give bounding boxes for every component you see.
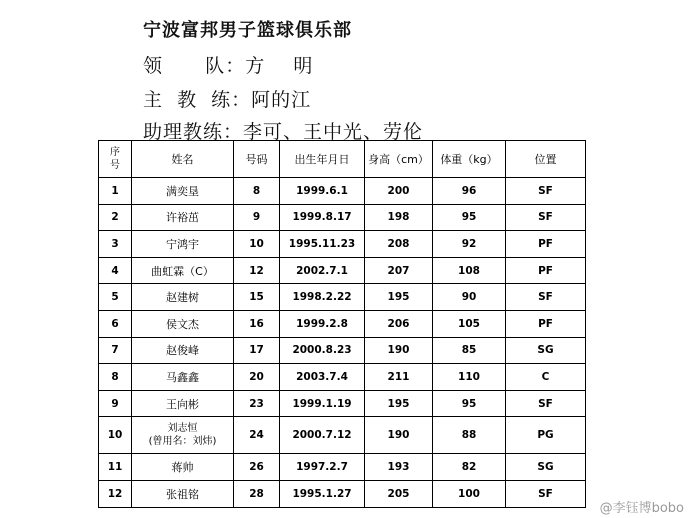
cell-height: 206 (365, 310, 433, 337)
cell-birthdate: 1999.2.8 (280, 310, 365, 337)
table-row (99, 390, 586, 417)
table-row (99, 231, 586, 258)
cell-weight: 82 (433, 454, 506, 481)
column-header-index-char: 号 (110, 160, 120, 171)
table-row (99, 364, 586, 391)
cell-index: 9 (99, 390, 132, 417)
cell-position: SF (506, 204, 586, 231)
cell-index: 10 (99, 417, 132, 454)
head-coach-line: 主 教 练：阿的江 (143, 89, 312, 111)
cell-number: 26 (234, 454, 280, 481)
table-header-row (99, 141, 586, 178)
column-header-position: 位置 (506, 141, 586, 178)
cell-position: PG (506, 417, 586, 454)
cell-name: 马鑫鑫 (132, 364, 234, 391)
cell-height: 190 (365, 417, 433, 454)
cell-birthdate: 2000.8.23 (280, 337, 365, 364)
cell-number: 17 (234, 337, 280, 364)
cell-position: PF (506, 310, 586, 337)
cell-weight: 88 (433, 417, 506, 454)
table-row (99, 480, 586, 507)
cell-index: 4 (99, 257, 132, 284)
column-header-weight: 体重（kg） (433, 141, 506, 178)
cell-number: 9 (234, 204, 280, 231)
column-header-birthdate: 出生年月日 (280, 141, 365, 178)
page-title: 宁波富邦男子篮球俱乐部 (143, 20, 352, 41)
cell-weight: 110 (433, 364, 506, 391)
cell-index: 11 (99, 454, 132, 481)
cell-index: 5 (99, 284, 132, 311)
table-row (99, 257, 586, 284)
cell-position: SF (506, 178, 586, 205)
column-header-index (99, 141, 132, 178)
cell-number: 12 (234, 257, 280, 284)
cell-birthdate: 1999.8.17 (280, 204, 365, 231)
cell-position: SF (506, 390, 586, 417)
table-row (99, 284, 586, 311)
cell-height: 207 (365, 257, 433, 284)
cell-height: 193 (365, 454, 433, 481)
cell-index: 2 (99, 204, 132, 231)
cell-name: 张祖铭 (132, 480, 234, 507)
table-row (99, 178, 586, 205)
cell-weight: 90 (433, 284, 506, 311)
cell-weight: 96 (433, 178, 506, 205)
cell-height: 195 (365, 284, 433, 311)
cell-weight: 95 (433, 204, 506, 231)
cell-birthdate: 1999.1.19 (280, 390, 365, 417)
table-row (99, 417, 586, 454)
cell-weight: 108 (433, 257, 506, 284)
cell-position: SF (506, 480, 586, 507)
cell-position: PF (506, 231, 586, 258)
cell-number: 28 (234, 480, 280, 507)
cell-birthdate: 2000.7.12 (280, 417, 365, 454)
cell-index: 1 (99, 178, 132, 205)
cell-birthdate: 1995.1.27 (280, 480, 365, 507)
cell-number: 23 (234, 390, 280, 417)
cell-height: 190 (365, 337, 433, 364)
cell-number: 10 (234, 231, 280, 258)
cell-birthdate: 1998.2.22 (280, 284, 365, 311)
cell-index: 12 (99, 480, 132, 507)
table-row (99, 310, 586, 337)
cell-name: 王向彬 (132, 390, 234, 417)
cell-height: 205 (365, 480, 433, 507)
cell-number: 15 (234, 284, 280, 311)
assistant-coaches-line: 助理教练：李可、王中光、劳伦 (143, 121, 424, 143)
cell-birthdate: 1997.2.7 (280, 454, 365, 481)
cell-height: 211 (365, 364, 433, 391)
roster-table (98, 140, 586, 508)
cell-position: C (506, 364, 586, 391)
cell-birthdate: 2003.7.4 (280, 364, 365, 391)
cell-number: 16 (234, 310, 280, 337)
cell-position: SF (506, 284, 586, 311)
cell-position: SG (506, 454, 586, 481)
cell-name: 蒋帅 (132, 454, 234, 481)
cell-weight: 105 (433, 310, 506, 337)
cell-height: 198 (365, 204, 433, 231)
column-header-index-char: 序 (110, 147, 120, 158)
cell-index: 8 (99, 364, 132, 391)
cell-index: 7 (99, 337, 132, 364)
table-row (99, 204, 586, 231)
cell-number: 8 (234, 178, 280, 205)
cell-number: 20 (234, 364, 280, 391)
cell-position: PF (506, 257, 586, 284)
team-leader-line: 领 队：方 明 (143, 55, 314, 77)
column-header-number: 号码 (234, 141, 280, 178)
cell-birthdate: 2002.7.1 (280, 257, 365, 284)
column-header-height: 身高（cm） (365, 141, 433, 178)
cell-weight: 100 (433, 480, 506, 507)
cell-weight: 95 (433, 390, 506, 417)
table-row (99, 337, 586, 364)
cell-name: 侯文杰 (132, 310, 234, 337)
cell-name: 许裕茁 (132, 204, 234, 231)
cell-weight: 85 (433, 337, 506, 364)
cell-name: 赵俊峰 (132, 337, 234, 364)
cell-height: 195 (365, 390, 433, 417)
cell-height: 208 (365, 231, 433, 258)
cell-name-primary: 刘志恒 (167, 423, 198, 435)
cell-height: 200 (365, 178, 433, 205)
cell-weight: 92 (433, 231, 506, 258)
cell-index: 6 (99, 310, 132, 337)
watermark-text: @李钰博bobo (599, 501, 684, 516)
cell-birthdate: 1999.6.1 (280, 178, 365, 205)
cell-name: 赵建树 (132, 284, 234, 311)
cell-name (132, 417, 234, 454)
cell-name: 曲虹霖（C） (132, 257, 234, 284)
cell-name-alias: (曾用名：刘炜) (148, 436, 217, 448)
cell-index: 3 (99, 231, 132, 258)
cell-number: 24 (234, 417, 280, 454)
table-row (99, 454, 586, 481)
cell-position: SG (506, 337, 586, 364)
cell-name: 满奕垦 (132, 178, 234, 205)
column-header-name: 姓名 (132, 141, 234, 178)
cell-birthdate: 1995.11.23 (280, 231, 365, 258)
cell-name: 宁鸿宇 (132, 231, 234, 258)
